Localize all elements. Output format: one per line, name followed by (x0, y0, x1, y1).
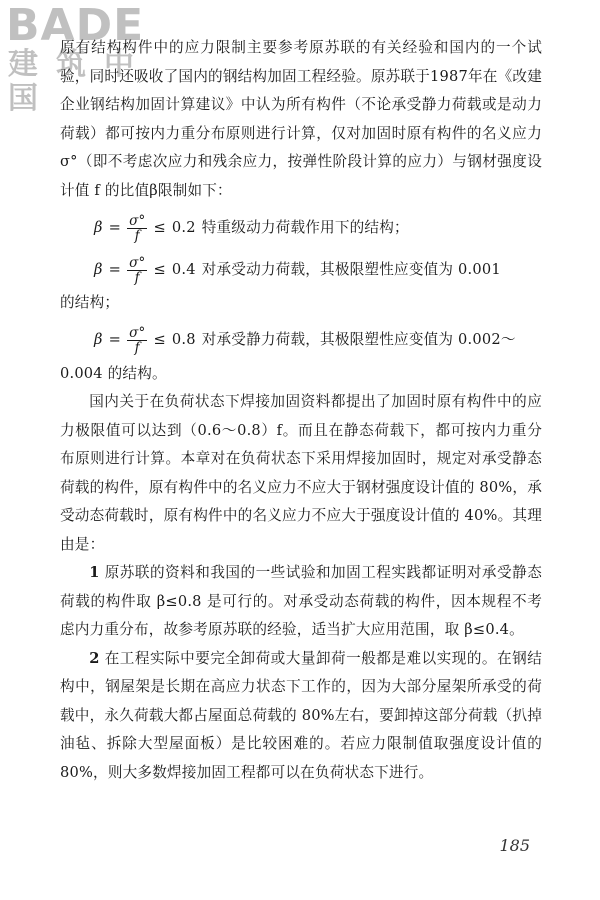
formula-equals: = (108, 218, 122, 236)
list-item-1 (60, 559, 542, 645)
page-number: 185 (499, 836, 530, 855)
formula-description: 对承受动力荷载，其极限塑性应变值为 0.001 (201, 260, 501, 278)
watermark-logo-chars: 建筑中国 (8, 47, 152, 116)
formula-continuation: 0.004 的结构。 (60, 364, 167, 382)
list-item-number: 2 (89, 649, 100, 667)
formula-beta: β (94, 331, 103, 349)
formula-fraction (127, 214, 147, 243)
formula-line-1 (94, 209, 542, 247)
formula-numerator: σ° (129, 325, 146, 341)
formula-le: ≤ (153, 218, 166, 236)
formula-numerator: σ° (129, 254, 146, 271)
formula-fraction (127, 326, 147, 355)
paragraph-2: 国内关于在负荷状态下焊接加固资料都提出了加固时原有构件中的应力极限值可以达到（0.6～0.8）f。而且在静态荷载下，都可按内力重分布原则进行计算。本章对在负荷状态下采用焊接加固时，规定对承受静态荷载的构件，原有构件中的名义应力不应大于钢材强度设计值的 80%，承受动态荷载时，原有构件中的名义应力不应大于强度设计值的 40%。其理由是： (60, 393, 542, 553)
formula-description: 特重级动力荷载作用下的结构； (201, 218, 409, 236)
formula-beta: β (94, 218, 103, 236)
paragraph-1: 原有结构构件中的应力限制主要参考原苏联的有关经验和国内的一个试验，同时还吸收了国内的钢结构加固工程经验。原苏联于1987年在《改建企业钢结构加固计算建议》中认为所有构件（不论承受静力荷载或是动力荷载）都可按内力重分布原则进行计算，仅对加固时原有构件的名义应力σ°（即不考虑次应力和残余应力，按弹性阶段计算的应力）与钢材强度设计值 f 的比值β限制如下： (60, 39, 542, 199)
formula-equals: = (108, 331, 122, 349)
body-text (60, 34, 542, 787)
list-item-text: 原苏联的资料和我国的一些试验和加固工程实践都证明对承受静态荷载的构件取 β≤0.8 是可行的。对承受动态荷载的构件，因本规程不考虑内力重分布，故参考原苏联的经验，适当扩大应用范围，取 β≤0.4。 (60, 564, 542, 638)
formula-description: 对承受静力荷载，其极限塑性应变值为 0.002～ (201, 331, 516, 349)
formula-line-2 (94, 251, 542, 289)
formula-le: ≤ (153, 260, 166, 278)
watermark-logo-letters: BADE (6, 0, 145, 51)
formula-continuation: 的结构； (60, 294, 120, 311)
list-item-2 (60, 645, 542, 788)
formula-le: ≤ (153, 331, 166, 349)
formula-equals: = (108, 260, 122, 278)
formula-value: 0.2 (171, 218, 196, 236)
formula-line-3 (94, 322, 542, 360)
formula-denominator: f (134, 269, 140, 286)
list-item-text: 在工程实际中要完全卸荷或大量卸荷一般都是难以实现的。在钢结构中，钢屋架是长期在高应力状态下工作的，因为大部分屋架所承受的荷载中，永久荷载大都占屋面总荷载的 80%左右，要卸掉这部分荷载（扒掉油毡、拆除大型屋面板）是比较困难的。若应力限制值取强度设计值的 80%，则大多数焊接加固工程都可以在负荷状态下进行。 (60, 649, 542, 781)
list-item-number: 1 (89, 564, 100, 581)
formula-beta: β (94, 260, 103, 278)
formula-denominator: f (134, 340, 140, 356)
formula-numerator: σ° (129, 212, 146, 229)
formula-value: 0.8 (171, 331, 196, 349)
formula-value: 0.4 (171, 260, 196, 278)
formula-fraction (127, 256, 147, 285)
formula-denominator: f (134, 227, 140, 244)
